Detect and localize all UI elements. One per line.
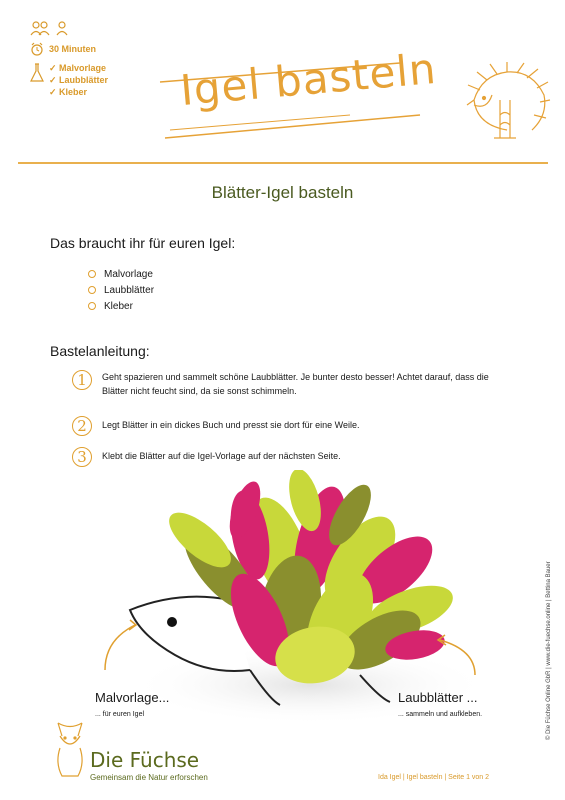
bullet-icon	[88, 302, 96, 310]
people-icon	[30, 20, 76, 36]
hedgehog-eye	[167, 617, 177, 627]
subtitle: Blätter-Igel basteln	[211, 183, 354, 202]
step-number: 2	[72, 416, 92, 436]
instructions-heading: Bastelanleitung:	[50, 343, 150, 359]
list-item	[88, 266, 154, 282]
caption-template-sub: ... für euren Igel	[95, 711, 145, 718]
people-row	[30, 20, 125, 36]
material-label: Malvorlage	[104, 268, 153, 280]
list-item	[88, 298, 154, 314]
fox-logo-icon	[50, 718, 90, 778]
sidebar-material: ✓ Malvorlage	[49, 63, 107, 73]
left-arrow-icon	[105, 625, 135, 670]
footer-text: Ida Igel | Igel basteln | Seite 1 von 2	[378, 774, 490, 781]
sidebar-material: ✓ Laubblätter	[49, 75, 109, 85]
caption-leaves: Laubblätter ...	[398, 690, 478, 705]
list-item	[88, 282, 154, 298]
step-2	[72, 416, 512, 436]
header-divider	[18, 162, 548, 164]
hedgehog-icon	[462, 60, 552, 145]
material-label: Laubblätter	[104, 284, 155, 296]
caption-leaves-sub: ... sammeln und aufkleben.	[398, 711, 483, 718]
duration-text: 30 Minuten	[49, 44, 97, 54]
step-text: Legt Blätter in ein dickes Buch und presst sie dort für eine Weile.	[102, 420, 360, 430]
material-label: Kleber	[104, 300, 133, 312]
bullet-icon	[88, 270, 96, 278]
duration-row	[30, 42, 125, 56]
caption-template: Malvorlage...	[95, 690, 170, 705]
materials-list	[88, 266, 154, 314]
info-sidebar	[30, 20, 125, 104]
sidebar-materials	[49, 62, 108, 98]
step-number: 3	[72, 447, 92, 467]
step-text: Geht spazieren und sammelt schöne Laubblätter. Je bunter desto besser! Achtet darauf, dass die Blätter nicht feucht sind, da sie sonst schimmeln.	[102, 372, 489, 396]
bullet-icon	[88, 286, 96, 294]
logo-tagline: Gemeinsam die Natur erforschen	[90, 773, 208, 782]
flask-icon	[30, 62, 44, 84]
sidebar-material: ✓ Kleber	[49, 87, 88, 97]
materials-row	[30, 62, 125, 98]
step-number: 1	[72, 370, 92, 390]
alarm-clock-icon	[30, 42, 44, 56]
page-title: Igel basteln	[178, 43, 439, 116]
step-1	[72, 370, 512, 398]
step-text: Klebt die Blätter auf die Igel-Vorlage auf der nächsten Seite.	[102, 451, 341, 461]
logo-name: Die Füchse	[90, 748, 200, 772]
materials-heading: Das braucht ihr für euren Igel:	[50, 235, 236, 251]
step-3	[72, 447, 512, 467]
vertical-credit: © Die Füchse Online GbR | www.die-fuechse.online | Bettina Bauer	[546, 561, 552, 740]
